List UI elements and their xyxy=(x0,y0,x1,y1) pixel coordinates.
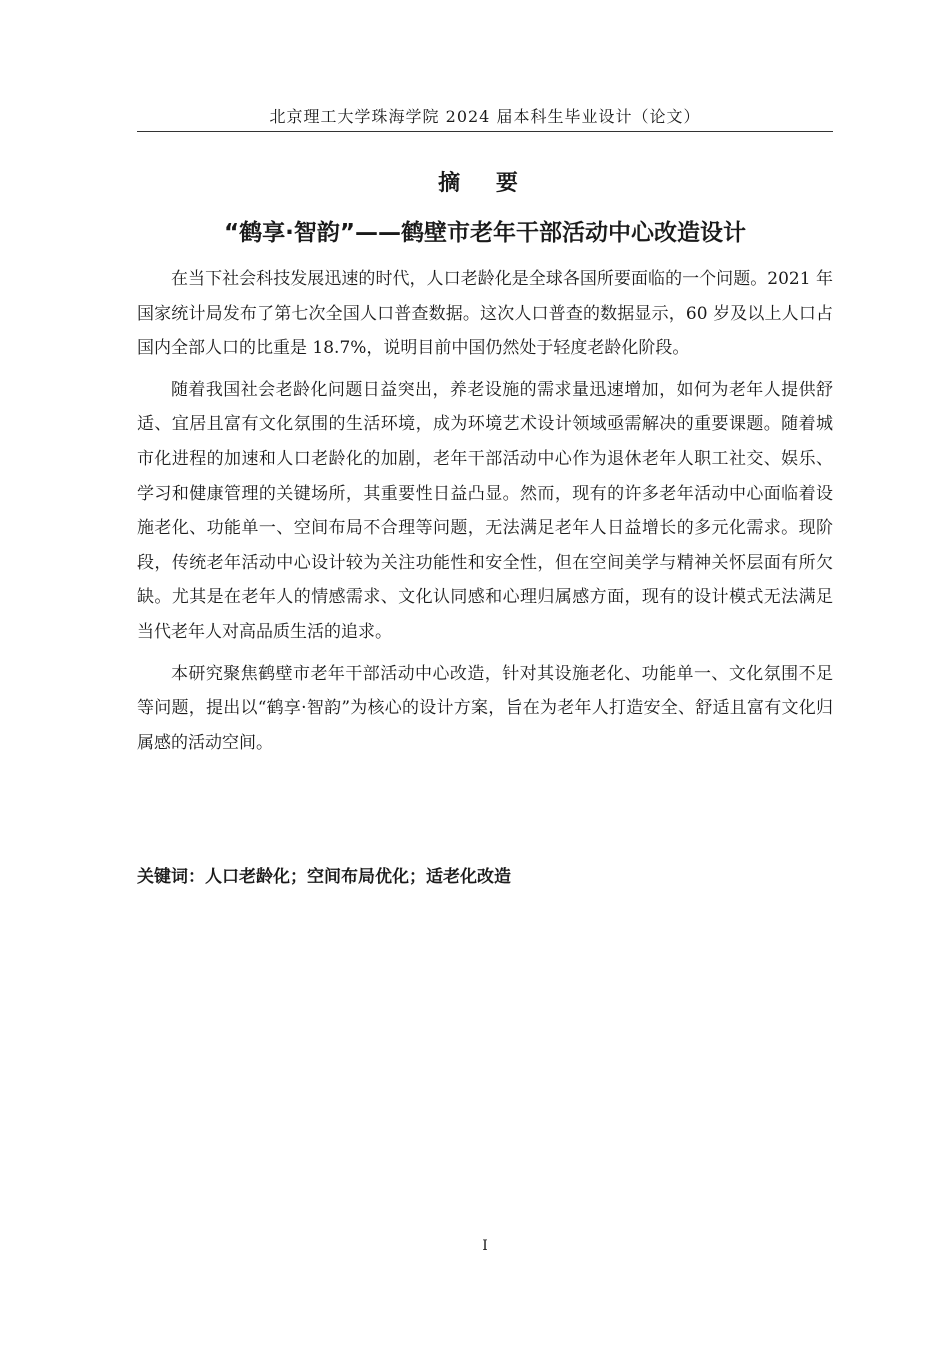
abstract-heading: 摘 要 xyxy=(438,171,532,196)
keywords-line: 关键词：人口老龄化；空间布局优化；适老化改造 xyxy=(137,867,511,887)
abstract-paragraph-2: 随着我国社会老龄化问题日益突出，养老设施的需求量迅速增加，如何为老年人提供舒适、宜居且富有文化氛围的生活环境，成为环境艺术设计领域亟需解决的重要课题。随着城市化进程的加速和人口老龄化的加剧，老年干部活动中心作为退休老年人职工社交、娱乐、学习和健康管理的关键场所，其重要性日益凸显。然而，现有的许多老年活动中心面临着设施老化、功能单一、空间布局不合理等问题，无法满足老年人日益增长的多元化需求。现阶段，传统老年活动中心设计较为关注功能性和安全性，但在空间美学与精神关怀层面有所欠缺。尤其是在老年人的情感需求、文化认同感和心理归属感方面，现有的设计模式无法满足当代老年人对高品质生活的追求。 xyxy=(137,379,833,642)
header-divider xyxy=(137,131,833,132)
abstract-paragraph-3: 本研究聚焦鹤壁市老年干部活动中心改造，针对其设施老化、功能单一、文化氛围不足等问题，提出以“鹤享·智韵”为核心的设计方案，旨在为老年人打造安全、舒适且富有文化归属感的活动空间。 xyxy=(137,663,833,753)
page-number: I xyxy=(482,1238,488,1254)
thesis-title: “鹤享·智韵”——鹤壁市老年干部活动中心改造设计 xyxy=(224,220,746,246)
abstract-paragraph-1: 在当下社会科技发展迅速的时代，人口老龄化是全球各国所要面临的一个问题。2021 年国家统计局发布了第七次全国人口普查数据。这次人口普查的数据显示，60 岁及以上人口占国内全部人口的比重是 18.7%，说明目前中国仍然处于轻度老龄化阶段。 xyxy=(137,269,833,359)
running-header: 北京理工大学珠海学院 2024 届本科生毕业设计（论文） xyxy=(269,107,701,126)
abstract-body xyxy=(137,262,833,767)
